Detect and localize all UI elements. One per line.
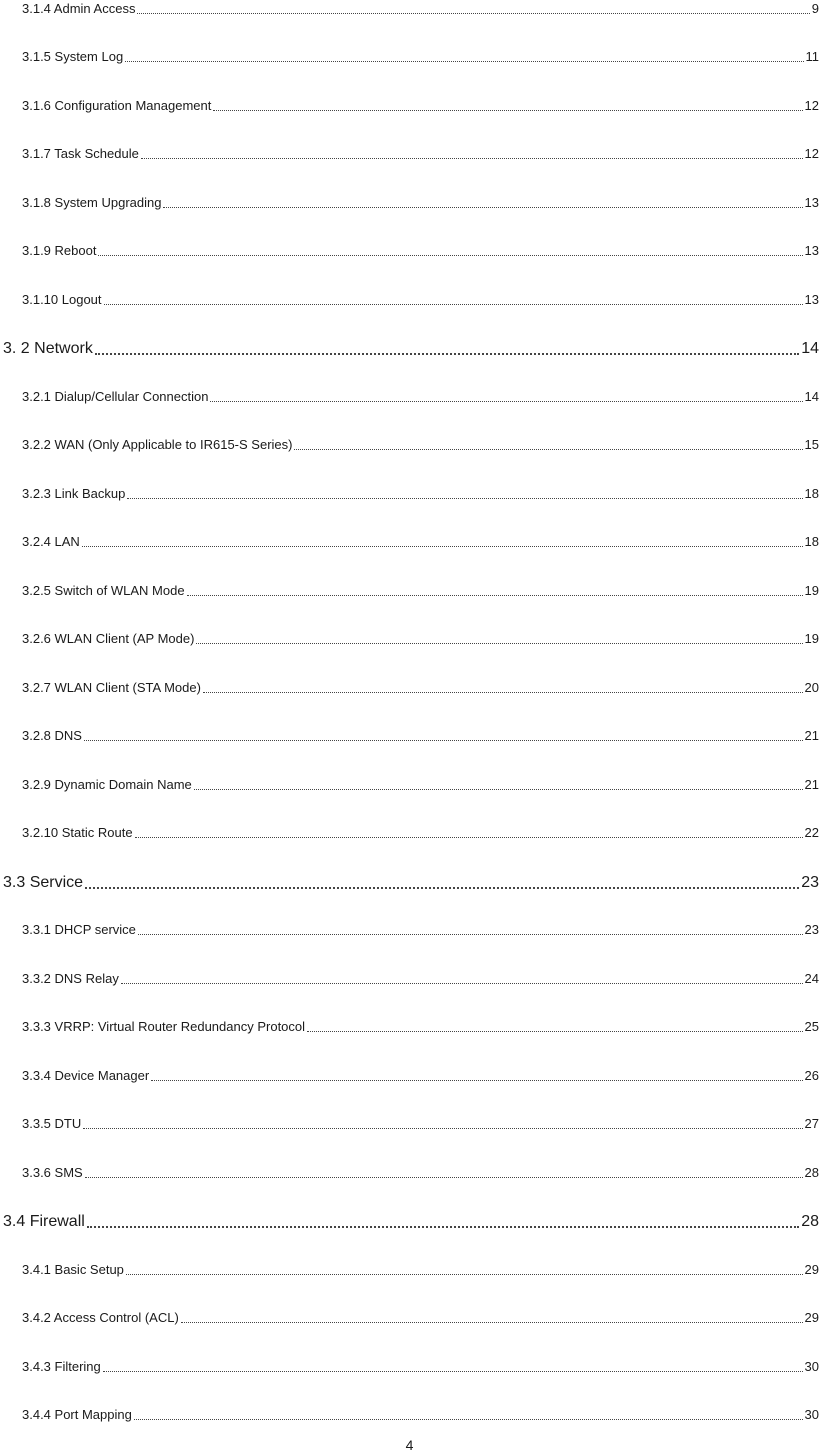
toc-subsection-entry[interactable] — [0, 824, 819, 842]
dot-leader — [82, 545, 803, 547]
toc-entry-title: 3.3.2 DNS Relay — [22, 971, 119, 986]
dot-leader — [98, 254, 802, 256]
toc-entry-page: 11 — [805, 49, 819, 64]
dot-leader — [213, 109, 802, 111]
toc-entry-page: 14 — [801, 340, 819, 357]
toc-section-entry[interactable] — [0, 872, 819, 894]
toc-subsection-entry[interactable] — [0, 48, 819, 66]
toc-entry-title: 3.3 Service — [3, 874, 84, 891]
toc-entry-page: 14 — [804, 389, 819, 404]
toc-entry-title: 3.2.10 Static Route — [22, 825, 133, 840]
dot-leader — [84, 739, 803, 741]
dot-leader — [127, 497, 802, 499]
toc-entry-page: 29 — [804, 1310, 819, 1325]
dot-leader — [194, 788, 803, 790]
dot-leader — [103, 1370, 803, 1372]
toc-subsection-entry[interactable] — [0, 921, 819, 939]
toc-entry-page: 23 — [801, 874, 819, 891]
dot-leader — [135, 836, 803, 838]
toc-entry-title: 3.2.2 WAN (Only Applicable to IR615-S Series) — [22, 437, 293, 452]
toc-subsection-entry[interactable] — [0, 1261, 819, 1279]
dot-leader — [196, 642, 802, 644]
toc-entry-title: 3.2.3 Link Backup — [22, 486, 126, 501]
dot-leader — [138, 933, 803, 935]
toc-subsection-entry[interactable] — [0, 1309, 819, 1327]
dot-leader — [187, 594, 803, 596]
toc-entry-title: 3.3.5 DTU — [22, 1116, 82, 1131]
toc-subsection-entry[interactable] — [0, 145, 819, 163]
toc-entry-page: 21 — [804, 777, 819, 792]
toc-entry-page: 27 — [804, 1116, 819, 1131]
toc-entry-page: 23 — [804, 922, 819, 937]
toc-entry-page: 13 — [804, 195, 819, 210]
dot-leader — [85, 886, 799, 889]
dot-leader — [203, 691, 803, 693]
toc-entry-page: 28 — [804, 1165, 819, 1180]
toc-subsection-entry[interactable] — [0, 194, 819, 212]
dot-leader — [307, 1030, 803, 1032]
toc-entry-title: 3.4.3 Filtering — [22, 1359, 101, 1374]
toc-entry-page: 12 — [804, 98, 819, 113]
toc-subsection-entry[interactable] — [0, 679, 819, 697]
toc-entry-page: 19 — [804, 583, 819, 598]
dot-leader — [125, 60, 803, 62]
toc-entry-page: 13 — [804, 292, 819, 307]
toc-subsection-entry[interactable] — [0, 1406, 819, 1424]
toc-entry-title: 3.1.4 Admin Access — [22, 1, 136, 16]
toc-section-entry[interactable] — [0, 1211, 819, 1233]
toc-entry-page: 15 — [804, 437, 819, 452]
toc-entry-title: 3.4.4 Port Mapping — [22, 1407, 132, 1422]
toc-entry-page: 22 — [804, 825, 819, 840]
toc-entry-page: 26 — [804, 1068, 819, 1083]
toc-entry-title: 3.2.6 WLAN Client (AP Mode) — [22, 631, 195, 646]
toc-subsection-entry[interactable] — [0, 582, 819, 600]
toc-subsection-entry[interactable] — [0, 630, 819, 648]
toc-entry-page: 21 — [804, 728, 819, 743]
toc-entry-page: 30 — [804, 1407, 819, 1422]
dot-leader — [151, 1079, 802, 1081]
toc-subsection-entry[interactable] — [0, 970, 819, 988]
toc-entry-title: 3.1.7 Task Schedule — [22, 146, 139, 161]
dot-leader — [141, 157, 803, 159]
toc-section-entry[interactable] — [0, 338, 819, 360]
toc-subsection-entry[interactable] — [0, 436, 819, 454]
dot-leader — [181, 1321, 803, 1323]
toc-entry-title: 3.4 Firewall — [3, 1213, 85, 1230]
dot-leader — [163, 206, 802, 208]
toc-entry-title: 3.3.4 Device Manager — [22, 1068, 150, 1083]
toc-entry-title: 3.1.9 Reboot — [22, 243, 97, 258]
dot-leader — [294, 448, 802, 450]
toc-entry-title: 3.3.3 VRRP: Virtual Router Redundancy Protocol — [22, 1019, 306, 1034]
toc-entry-title: 3.3.6 SMS — [22, 1165, 83, 1180]
toc-entry-title: 3.2.9 Dynamic Domain Name — [22, 777, 192, 792]
dot-leader — [85, 1176, 803, 1178]
toc-entry-title: 3.4.1 Basic Setup — [22, 1262, 124, 1277]
dot-leader — [87, 1225, 799, 1228]
toc-entry-title: 3.1.10 Logout — [22, 292, 102, 307]
dot-leader — [83, 1127, 802, 1129]
dot-leader — [210, 400, 802, 402]
toc-entry-page: 19 — [804, 631, 819, 646]
toc-entry-page: 24 — [804, 971, 819, 986]
dot-leader — [95, 352, 799, 355]
toc-subsection-entry[interactable] — [0, 727, 819, 745]
toc-entry-page: 9 — [811, 1, 819, 16]
toc-entry-title: 3.1.5 System Log — [22, 49, 124, 64]
toc-subsection-entry[interactable] — [0, 533, 819, 551]
toc-subsection-entry[interactable] — [0, 1067, 819, 1085]
toc-entry-title: 3.1.6 Configuration Management — [22, 98, 212, 113]
dot-leader — [126, 1273, 803, 1275]
toc-subsection-entry[interactable] — [0, 1164, 819, 1182]
toc-entry-page: 18 — [804, 486, 819, 501]
toc-subsection-entry[interactable] — [0, 242, 819, 260]
toc-entry-page: 13 — [804, 243, 819, 258]
toc-entry-page: 20 — [804, 680, 819, 695]
toc-entry-page: 25 — [804, 1019, 819, 1034]
toc-subsection-entry[interactable] — [0, 1018, 819, 1036]
dot-leader — [121, 982, 803, 984]
toc-subsection-entry[interactable] — [0, 0, 819, 18]
toc-entry-title: 3. 2 Network — [3, 340, 93, 357]
toc-entry-title: 3.2.1 Dialup/Cellular Connection — [22, 389, 209, 404]
toc-entry-page: 28 — [801, 1213, 819, 1230]
toc-entry-page: 18 — [804, 534, 819, 549]
toc-entry-page: 12 — [804, 146, 819, 161]
toc-subsection-entry[interactable] — [0, 485, 819, 503]
toc-subsection-entry[interactable] — [0, 97, 819, 115]
toc-subsection-entry[interactable] — [0, 291, 819, 309]
toc-entry-title: 3.2.5 Switch of WLAN Mode — [22, 583, 185, 598]
dot-leader — [137, 12, 809, 14]
toc-entry-title: 3.2.8 DNS — [22, 728, 82, 743]
toc-entry-title: 3.2.4 LAN — [22, 534, 80, 549]
toc-entry-page: 29 — [804, 1262, 819, 1277]
toc-subsection-entry[interactable] — [0, 388, 819, 406]
toc-entry-title: 3.1.8 System Upgrading — [22, 195, 162, 210]
toc-subsection-entry[interactable] — [0, 1115, 819, 1133]
page-number: 4 — [405, 1437, 414, 1453]
toc-entry-page: 30 — [804, 1359, 819, 1374]
toc-entry-title: 3.4.2 Access Control (ACL) — [22, 1310, 179, 1325]
toc-entry-title: 3.2.7 WLAN Client (STA Mode) — [22, 680, 201, 695]
dot-leader — [134, 1418, 803, 1420]
toc-subsection-entry[interactable] — [0, 776, 819, 794]
toc-entry-title: 3.3.1 DHCP service — [22, 922, 136, 937]
toc-subsection-entry[interactable] — [0, 1358, 819, 1376]
dot-leader — [104, 303, 803, 305]
